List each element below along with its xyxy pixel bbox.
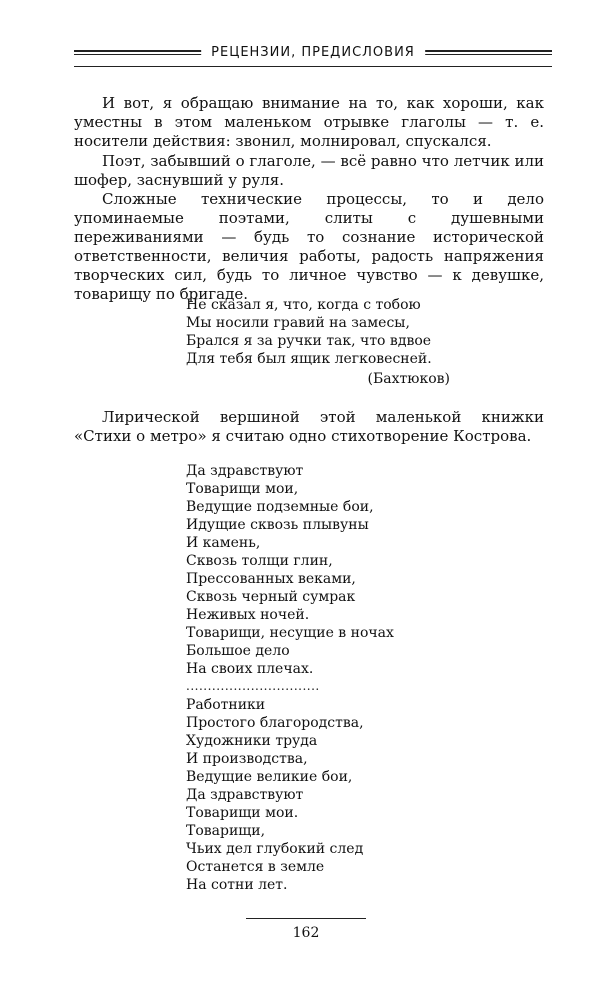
- poem-line: Да здравствуют: [186, 463, 304, 479]
- poem-line: На сотни лет.: [186, 877, 288, 893]
- poem-line: Сквозь толщи глин,: [186, 553, 333, 569]
- poem-line: Останется в земле: [186, 859, 325, 875]
- poem-line: Работники: [186, 697, 266, 713]
- poem-quote-1: [186, 296, 446, 368]
- poem-line: Сквозь черный сумрак: [186, 589, 356, 605]
- poem-line: Прессованных веками,: [186, 571, 356, 587]
- poem-ellipsis: ...............................: [186, 679, 320, 693]
- paragraph-3: [74, 190, 544, 304]
- paragraph-text: Лирической вершиной этой маленькой книжки «Стихи о метро» я считаю одно стихотворение Кострова.: [74, 408, 544, 445]
- poem-line: На своих плечах.: [186, 661, 314, 677]
- poem-line: И камень,: [186, 535, 261, 551]
- poem-line: Большое дело: [186, 643, 290, 659]
- poem-line: Мы носили гравий на замесы,: [186, 315, 410, 331]
- header-title: РЕЦЕНЗИИ, ПРЕДИСЛОВИЯ: [201, 44, 425, 62]
- poem-quote-2: [186, 462, 446, 894]
- poem-line: Ведущие великие бои,: [186, 769, 353, 785]
- poem-line: Для тебя был ящик легковесней.: [186, 351, 432, 367]
- header-rule-bottom: [74, 66, 552, 67]
- poem-line: Неживых ночей.: [186, 607, 310, 623]
- paragraph-2: [74, 152, 544, 190]
- paragraph-text: И вот, я обращаю внимание на то, как хороши, как уместны в этом маленьком отрывке глаголы — т. е. носители действия: звонил, молнировал, спускался.: [74, 94, 544, 150]
- poem-line: Художники труда: [186, 733, 318, 749]
- poem-line: Не сказал я, что, когда с тобою: [186, 297, 421, 313]
- paragraph-text: Сложные технические процессы, то и дело упоминаемые поэтами, слиты с душевными переживаниями — будь то сознание исторической ответственности, величия работы, радость напряжения творческих сил, будь то личное чувство — к девушке, товарищу по бригаде.: [74, 190, 544, 303]
- footer-rule: [246, 918, 366, 919]
- poem-line: Идущие сквозь плывуны: [186, 517, 369, 533]
- poem-attribution: (Бахтюков): [367, 371, 450, 387]
- poem-line: И производства,: [186, 751, 308, 767]
- poem-line: Товарищи, несущие в ночах: [186, 625, 394, 641]
- poem-line: Ведущие подземные бои,: [186, 499, 374, 515]
- poem-line: Простого благородства,: [186, 715, 364, 731]
- poem-line: Брался я за ручки так, что вдвое: [186, 333, 432, 349]
- poem-line: Да здравствуют: [186, 787, 304, 803]
- page-number: 162: [292, 925, 320, 941]
- poem-line: Чьих дел глубокий след: [186, 841, 364, 857]
- poem-line: Товарищи,: [186, 823, 266, 839]
- poem-line: Товарищи мои,: [186, 481, 299, 497]
- running-header: [74, 44, 552, 70]
- paragraph-4: [74, 408, 544, 446]
- paragraph-1: [74, 94, 544, 151]
- poem-line: Товарищи мои.: [186, 805, 299, 821]
- paragraph-text: Поэт, забывший о глаголе, — всё равно что летчик или шофер, заснувший у руля.: [74, 152, 544, 189]
